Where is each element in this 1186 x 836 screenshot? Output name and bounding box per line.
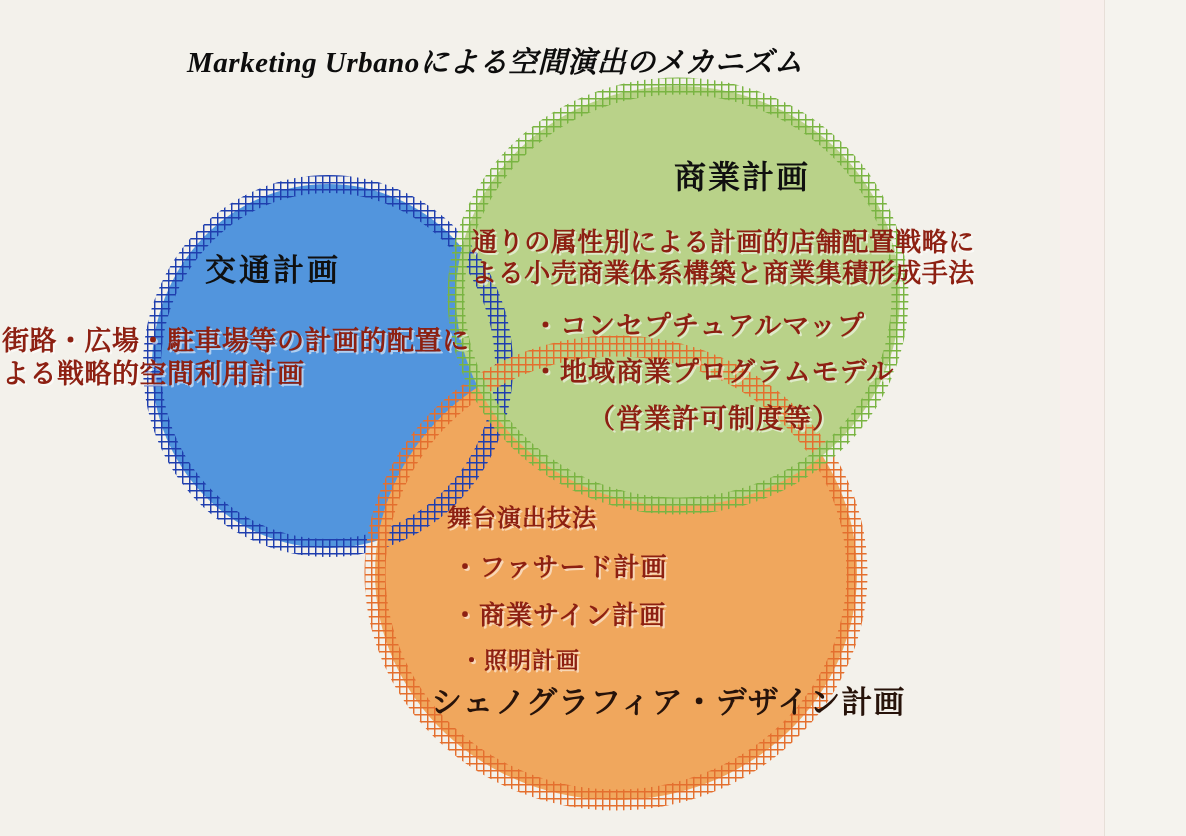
commerce-strategy-line2: よる小売商業体系構築と商業集積形成手法 [471,258,975,288]
commerce-item-program-model: ・地域商業プログラムモデル [532,357,895,387]
transport-circle-label: 交通計画 [205,253,341,288]
scenography-heading: 舞台演出技法 [447,505,597,532]
scenography-item-facade: ・ファサード計画 [452,552,668,582]
commerce-item-license-system: （営業許可制度等） [588,404,840,434]
transport-description-line2: よる戦略的空間利用計画 [2,359,305,389]
commerce-item-conceptual-map: ・コンセプチュアルマップ [532,311,866,341]
scenography-item-sign: ・商業サイン計画 [452,600,667,630]
commerce-strategy-line1: 通りの属性別による計画的店舗配置戦略に [471,227,975,257]
commerce-strategy-text [445,227,1001,289]
scenography-circle-label: シェノグラフィア・デザイン計画 [431,685,906,720]
transport-description [2,325,470,391]
transport-description-line1: 街路・広場・駐車場等の計画的配置に [2,326,470,356]
page-title: Marketing Urbanoによる空間演出のメカニズム [187,47,804,79]
scenography-item-lighting: ・照明計画 [460,647,580,673]
commerce-circle-label: 商業計画 [674,159,811,195]
